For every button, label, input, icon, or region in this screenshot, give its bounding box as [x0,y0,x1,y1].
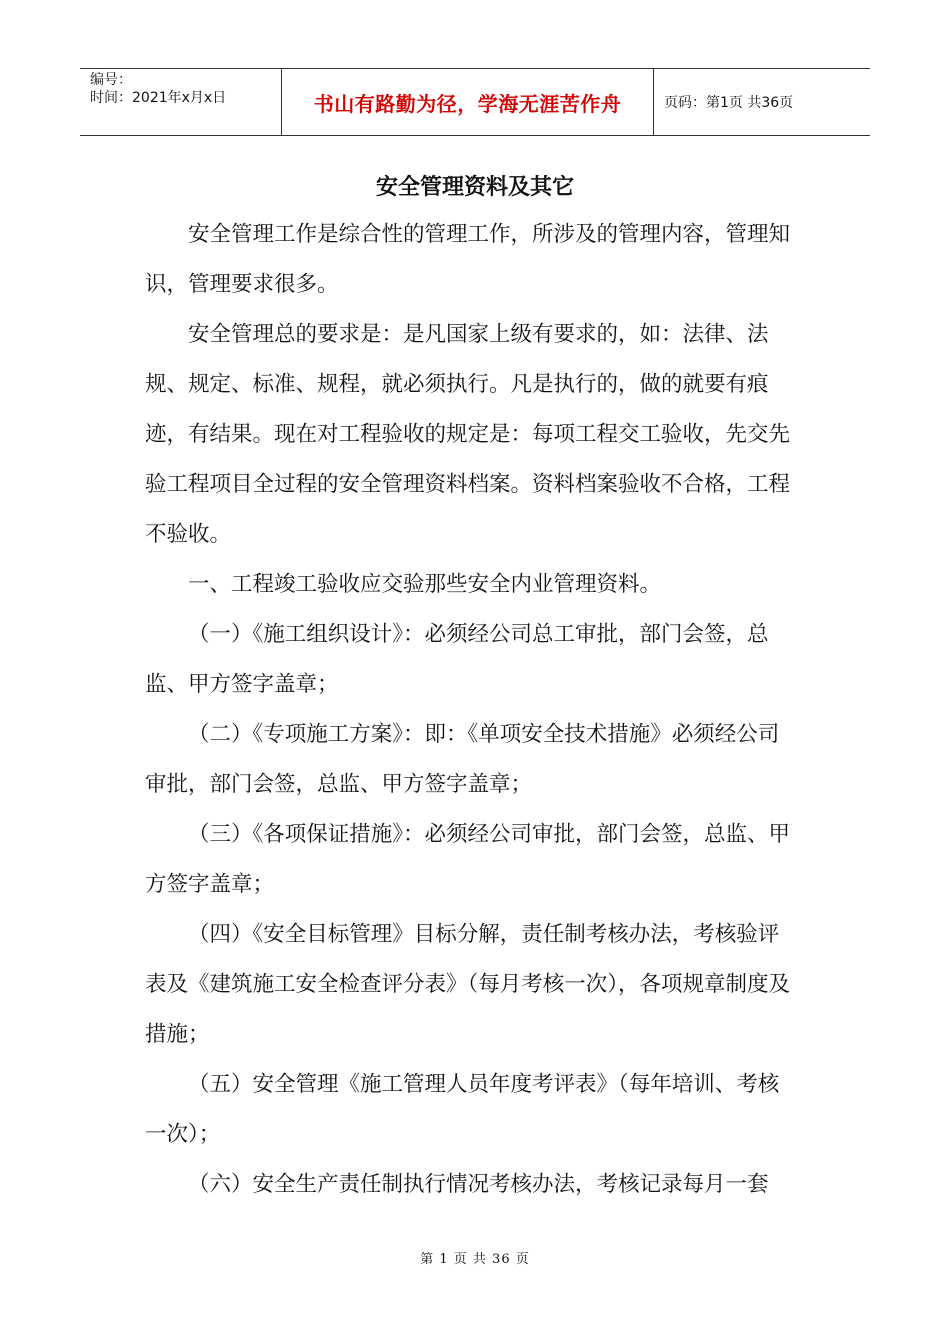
body-paragraph: （六）安全生产责任制执行情况考核办法，考核记录每月一套 [188,1172,769,1197]
page-footer: 第 1 页 共 36 页 [420,1252,530,1267]
document-body [145,210,795,1210]
header-motto: 书山有路勤为径，学海无涯苦作舟 [313,91,622,116]
body-paragraph: （四）《安全目标管理》目标分解，责任制考核办法，考核验评表及《建筑施工安全检查评分表》（每月考核一次），各项规章制度及措施； [145,922,791,1047]
document-title: 安全管理资料及其它 [375,175,574,200]
header-meta-cell [80,69,282,135]
page-header [80,68,870,136]
body-paragraph: （五）安全管理《施工管理人员年度考评表》（每年培训、考核一次）； [145,1072,780,1147]
document-number-label: 编号： [90,72,132,88]
body-paragraph: 一、工程竣工验收应交验那些安全内业管理资料。 [188,572,662,597]
body-paragraph: 安全管理工作是综合性的管理工作，所涉及的管理内容，管理知识，管理要求很多。 [145,222,791,297]
header-page-code: 页码：第1页 共36页 [664,95,794,111]
document-date: 时间：2021年x月x日 [90,90,227,106]
body-paragraph: （三）《各项保证措施》：必须经公司审批，部门会签，总监、甲方签字盖章； [145,822,791,897]
body-paragraph: （二）《专项施工方案》：即：《单项安全技术措施》必须经公司审批，部门会签，总监、甲方签字盖章； [145,722,780,797]
body-paragraph: 安全管理总的要求是：是凡国家上级有要求的，如：法律、法规、规定、标准、规程，就必须执行。凡是执行的，做的就要有痕迹，有结果。现在对工程验收的规定是：每项工程交工验收，先交先验工程项目全过程的安全管理资料档案。资料档案验收不合格，工程不验收。 [145,322,791,547]
body-paragraph: （一）《施工组织设计》：必须经公司总工审批，部门会签，总监、甲方签字盖章； [145,622,769,697]
header-motto-cell [282,69,654,135]
header-page-cell [654,69,870,135]
